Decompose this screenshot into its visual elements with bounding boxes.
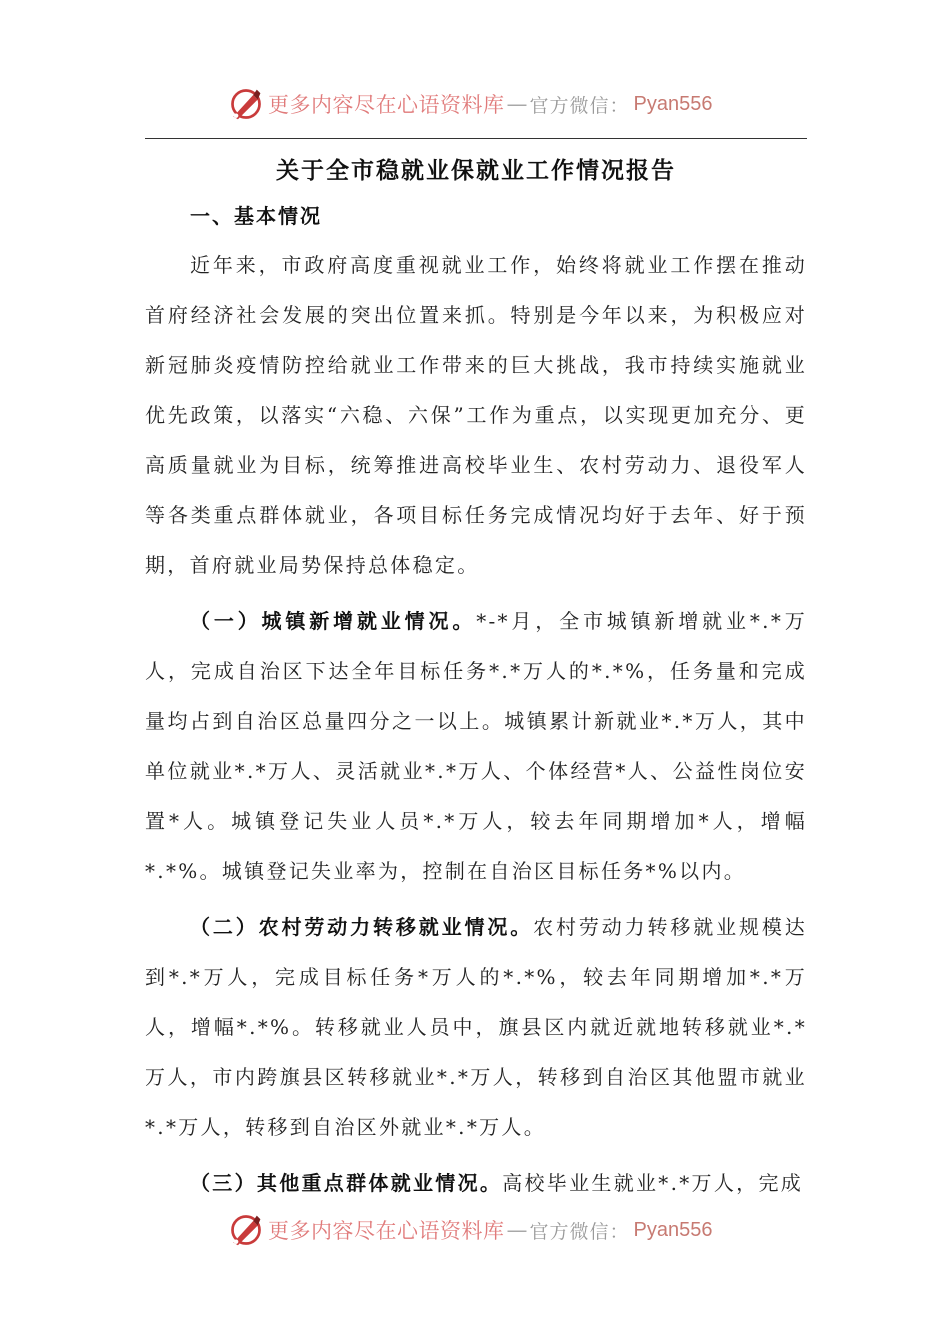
section-heading-basic-situation: 一、基本情况 [190, 204, 322, 228]
watermark-label: 官方微信： [529, 94, 630, 117]
footer-watermark [228, 1210, 712, 1250]
subsection-key-groups [145, 1158, 807, 1208]
intro-paragraph: 近年来，市政府高度重视就业工作，始终将就业工作摆在推动首府经济社会发展的突出位置来抓。特别是今年以来，为积极应对新冠肺炎疫情防控给就业工作带来的巨大挑战，我市持续实施就业优先政策，以落实“六稳、六保”工作为重点，以实现更加充分、更高质量就业为目标，统筹推进高校毕业生、农村劳动力、退役军人等各类重点群体就业，各项目标任务完成情况均好于去年、好于预期，首府就业局势保持总体稳定。 [145, 253, 807, 577]
watermark-brand-text: 更多内容尽在心语资料库 [268, 93, 505, 117]
subsection-body: 农村劳动力转移就业规模达到*.*万人，完成目标任务*万人的*.*%，较去年同期增加*.*万人，增幅*.*%。转移就业人员中，旗县区内就近就地转移就业*.*万人，市内跨旗县区转移就业*.*万人，转移到自治区其他盟市就业*.*万人，转移到自治区外就业*.*万人。 [145, 915, 807, 1139]
watermark-label: 官方微信： [529, 1220, 630, 1243]
header-divider [145, 138, 807, 139]
header-watermark [228, 84, 712, 124]
subsection-urban-employment [145, 596, 807, 896]
subsection-body: 高校毕业生就业*.*万人，完成 [502, 1171, 804, 1195]
subsection-heading: （二）农村劳动力转移就业情况。 [190, 915, 534, 939]
watermark-dash: — [506, 92, 528, 116]
subsection-heading: （三）其他重点群体就业情况。 [190, 1171, 503, 1195]
watermark-wechat-id: Pyan556 [633, 92, 713, 115]
subsection-body: *-*月，全市城镇新增就业*.*万人，完成自治区下达全年目标任务*.*万人的*.*%，任务量和完成量均占到自治区总量四分之一以上。城镇累计新就业*.*万人，其中单位就业*.*万人、灵活就业*.*万人、个体经营*人、公益性岗位安置*人。城镇登记失业人员*.*万人，较去年同期增加*人，增幅*.*%。城镇登记失业率为，控制在自治区目标任务*%以内。 [145, 609, 807, 883]
watermark-brand-text: 更多内容尽在心语资料库 [268, 1219, 505, 1243]
document-title: 关于全市稳就业保就业工作情况报告 [276, 157, 676, 184]
document-body [145, 150, 807, 1208]
watermark-wechat-id: Pyan556 [633, 1218, 713, 1241]
watermark-dash: — [506, 1218, 528, 1242]
subsection-heading: （一）城镇新增就业情况。 [190, 609, 477, 633]
brush-pen-logo-icon [228, 1212, 264, 1248]
subsection-rural-labor [145, 902, 807, 1152]
brush-pen-logo-icon [228, 86, 264, 122]
